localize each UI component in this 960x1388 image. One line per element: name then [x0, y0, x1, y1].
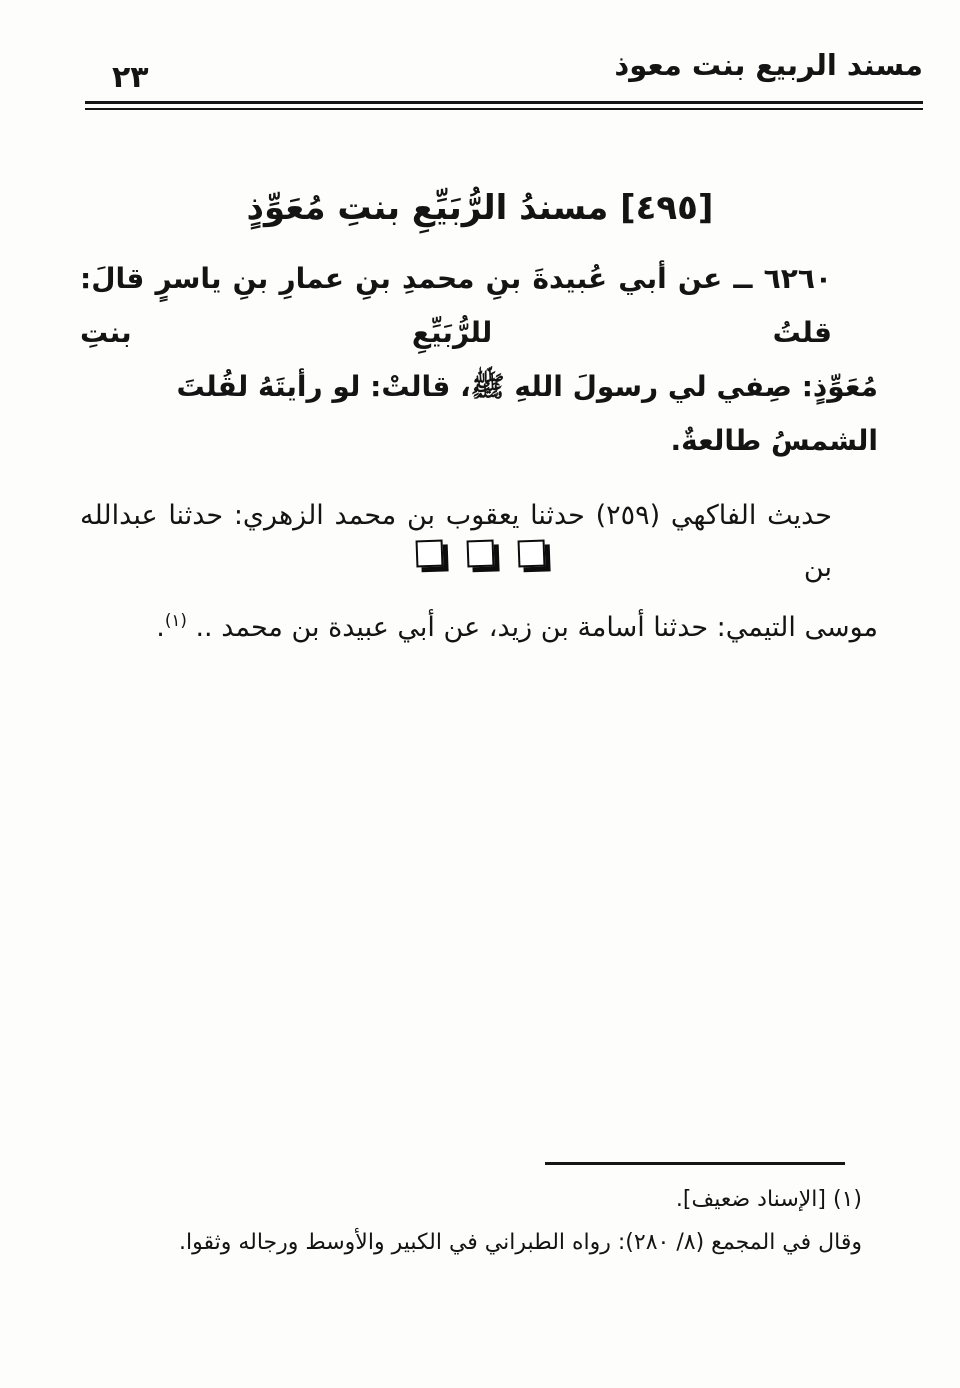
body-text	[80, 252, 878, 654]
header-double-rule	[85, 101, 923, 110]
hadith-line-2: مُعَوِّذٍ: صِفي لي رسولَ اللهِ ﷺ، قالتْ: لو رأيتَهُ لقُلتَ الشمسُ طالعةٌ.	[176, 370, 878, 457]
hadith-line-1: ٦٢٦٠ ــ عن أبي عُبيدةَ بنِ محمدِ بنِ عمارِ بنِ ياسرٍ قالَ: قلتُ للرُّبَيِّعِ بنتِ	[80, 262, 832, 349]
running-header-title: مسند الربيع بنت معوذ	[614, 48, 923, 82]
footnote-reference-marker: (١)	[164, 610, 187, 630]
hadith-paragraph	[80, 252, 878, 468]
footnotes-block	[20, 1178, 862, 1264]
footnote-separator-rule	[545, 1162, 845, 1165]
takhrij-line-1: حديث الفاكهي (٢٥٩) حدثنا يعقوب بن محمد الزهري: حدثنا عبدالله بن	[80, 500, 832, 583]
takhrij-line-2	[80, 594, 878, 654]
takhrij-line-2-text: موسى التيمي: حدثنا أسامة بن زيد، عن أبي عبيدة بن محمد ..	[186, 612, 878, 643]
shadowed-square-icon	[466, 540, 494, 568]
takhrij-paragraph	[80, 490, 878, 654]
divider-ornaments	[0, 540, 960, 567]
page-number: ٢٣	[112, 60, 149, 95]
footnote-1: (١) [الإسناد ضعيف].	[675, 1187, 862, 1212]
shadowed-square-icon	[415, 540, 443, 568]
section-title: [٤٩٥] مسندُ الرُّبَيِّعِ بنتِ مُعَوِّذٍ	[246, 188, 714, 228]
shadowed-square-icon	[517, 540, 545, 568]
footnote-2: وقال في المجمع (٨/ ٢٨٠): رواه الطبراني في الكبير والأوسط ورجاله وثقوا.	[178, 1230, 862, 1255]
sentence-end-period: .	[156, 612, 165, 643]
